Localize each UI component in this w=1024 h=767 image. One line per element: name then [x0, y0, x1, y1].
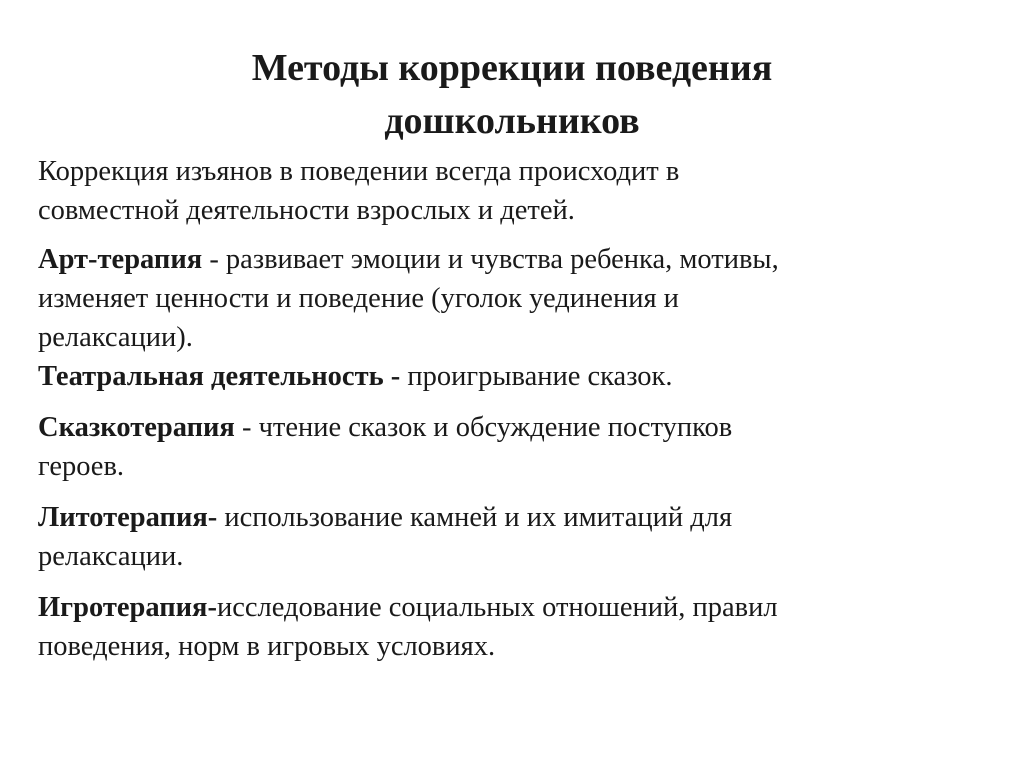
intro-line-2: совместной деятельности взрослых и детей.: [38, 195, 575, 226]
method-description: проигрывание сказок.: [400, 361, 673, 392]
intro-line-1: Коррекция изъянов в поведении всегда происходит в: [38, 156, 680, 187]
intro-paragraph: [38, 152, 998, 230]
method-description: использование камней и их имитаций для: [217, 502, 733, 533]
slide-title-line-2: дошкольников: [384, 100, 640, 142]
method-term: Арт-терапия: [38, 244, 203, 275]
slide-title-line-1: Методы коррекции поведения: [251, 47, 773, 89]
method-theatre-activity: [38, 357, 998, 396]
method-line: релаксации.: [38, 541, 184, 572]
method-term: Театральная деятельность -: [38, 361, 401, 392]
method-description: исследование социальных отношений, правил: [216, 592, 778, 623]
method-line: [38, 240, 998, 279]
slide-title: [0, 42, 1024, 148]
method-fairy-tale-therapy: [38, 408, 998, 486]
method-art-therapy: [38, 240, 998, 357]
method-litho-therapy: [38, 498, 998, 576]
method-line: героев.: [38, 451, 125, 482]
method-game-therapy: [38, 588, 998, 666]
method-line: изменяет ценности и поведение (уголок уединения и: [38, 283, 679, 314]
method-line: поведения, норм в игровых условиях.: [38, 631, 496, 662]
method-line: релаксации).: [38, 322, 193, 353]
method-line: [38, 357, 998, 396]
method-line: [38, 498, 998, 537]
method-term: Сказкотерапия: [38, 412, 235, 443]
method-term: Литотерапия-: [38, 502, 218, 533]
method-term: Игротерапия-: [38, 592, 217, 623]
method-line: [38, 408, 998, 447]
method-description: - чтение сказок и обсуждение поступков: [234, 412, 733, 443]
method-line: [38, 588, 998, 627]
method-description: - развивает эмоции и чувства ребенка, мотивы,: [202, 244, 779, 275]
slide-content: [38, 152, 998, 666]
